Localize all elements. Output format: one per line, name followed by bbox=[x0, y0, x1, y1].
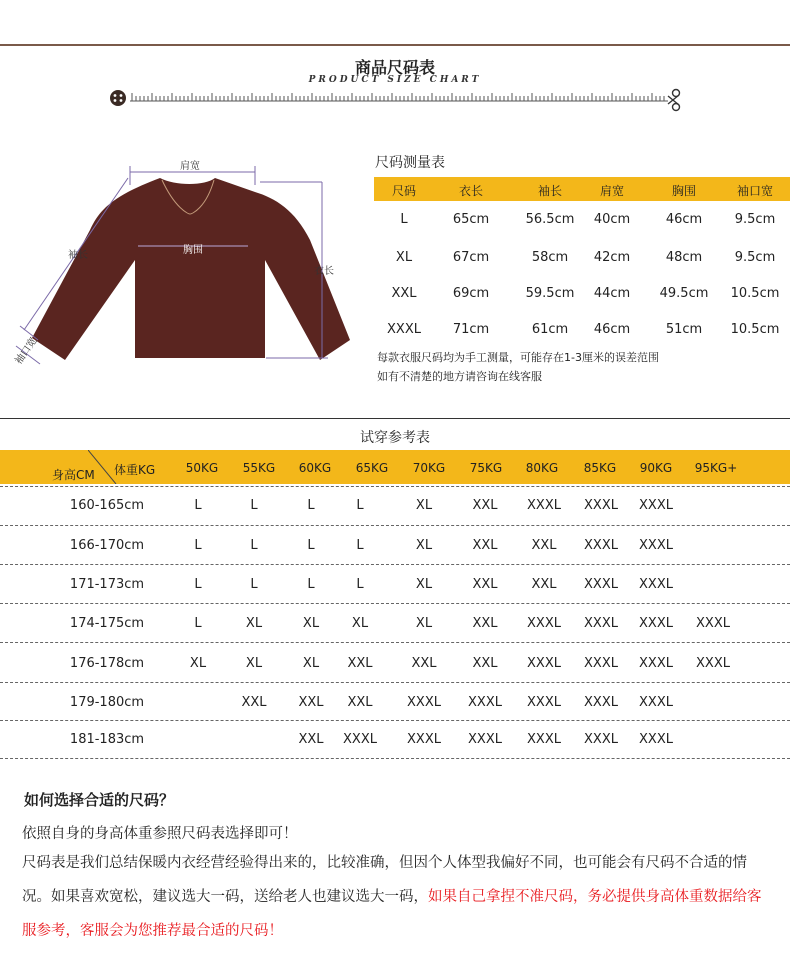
fit-weight-header: 75KG bbox=[469, 461, 503, 475]
fit-size-cell: XXL bbox=[472, 577, 498, 592]
fit-size-cell: XXL bbox=[241, 695, 267, 710]
guide-question: 如何选择合适的尺码？ bbox=[24, 791, 175, 809]
fit-size-cell: XXL bbox=[411, 656, 437, 671]
scissors-icon bbox=[668, 90, 680, 111]
guide-paragraph-normal: 尺码表是我们总结保暖内衣经营经验得出来的，比较准确，但因个人体型我偏好不同，也可能会有尺码不合适的情况。如果喜欢宽松，建议选大一码，送给老人也建议选大一码， bbox=[22, 855, 747, 905]
fit-row-height: 174-175cm bbox=[69, 616, 145, 631]
measure-cell: 46cm bbox=[593, 322, 631, 337]
fit-size-cell: XXXL bbox=[584, 538, 618, 553]
fit-size-cell: XXXL bbox=[639, 538, 673, 553]
fit-size-cell: XL bbox=[189, 656, 207, 671]
fit-corner-height: 身高CM bbox=[52, 468, 95, 482]
fit-weight-header: 50KG bbox=[185, 461, 219, 475]
fit-row-divider bbox=[0, 564, 790, 565]
fit-weight-header: 95KG+ bbox=[694, 461, 738, 475]
fit-size-cell: L bbox=[356, 498, 364, 513]
measure-cell: 9.5cm bbox=[734, 250, 776, 265]
measure-cell: 9.5cm bbox=[734, 212, 776, 227]
measure-header-cell: 袖口宽 bbox=[736, 184, 774, 198]
fit-weight-header: 60KG bbox=[298, 461, 332, 475]
ruler-graphic bbox=[100, 86, 690, 114]
fit-weight-header: 70KG bbox=[412, 461, 446, 475]
fit-row-height: 171-173cm bbox=[69, 577, 145, 592]
measure-cell: XXL bbox=[391, 286, 417, 301]
label-sleeve: 袖长 bbox=[68, 250, 88, 261]
measure-cell: 10.5cm bbox=[730, 286, 780, 301]
fit-row-height: 181-183cm bbox=[69, 732, 145, 747]
label-length: 衣长 bbox=[314, 266, 334, 277]
fit-size-cell: XXXL bbox=[584, 498, 618, 513]
sweater-shape bbox=[32, 178, 350, 360]
fit-size-cell: XXXL bbox=[527, 498, 561, 513]
fit-size-cell: XXL bbox=[531, 538, 557, 553]
fit-size-cell: XL bbox=[245, 656, 263, 671]
measure-cell: 10.5cm bbox=[730, 322, 780, 337]
fit-size-cell: L bbox=[194, 538, 202, 553]
page-subtitle: PRODUCT SIZE CHART bbox=[308, 75, 482, 85]
fit-size-cell: L bbox=[250, 577, 258, 592]
fit-size-cell: XL bbox=[415, 498, 433, 513]
mid-divider bbox=[0, 418, 790, 419]
fit-size-cell: XXXL bbox=[639, 616, 673, 631]
measure-cell: 69cm bbox=[452, 286, 490, 301]
fit-size-cell: XXXL bbox=[639, 577, 673, 592]
fit-size-cell: L bbox=[307, 538, 315, 553]
fit-size-cell: XL bbox=[415, 538, 433, 553]
measure-cell: 71cm bbox=[452, 322, 490, 337]
fit-size-cell: XXXL bbox=[527, 616, 561, 631]
fit-size-cell: L bbox=[250, 498, 258, 513]
measure-cell: 51cm bbox=[665, 322, 703, 337]
garment-illustration bbox=[10, 150, 365, 385]
fit-size-cell: XL bbox=[415, 577, 433, 592]
measure-title: 尺码测量表 bbox=[375, 155, 445, 171]
fit-size-cell: XXXL bbox=[527, 732, 561, 747]
measure-cell: 56.5cm bbox=[525, 212, 575, 227]
fit-size-cell: XXXL bbox=[639, 732, 673, 747]
fit-row-divider bbox=[0, 642, 790, 643]
fit-size-cell: XXXL bbox=[468, 695, 502, 710]
fit-row-divider bbox=[0, 603, 790, 604]
guide-paragraph bbox=[22, 846, 772, 948]
measure-cell: 46cm bbox=[665, 212, 703, 227]
measure-header-cell: 衣长 bbox=[458, 184, 484, 198]
fit-weight-header: 65KG bbox=[355, 461, 389, 475]
fit-size-cell: XXXL bbox=[527, 695, 561, 710]
measure-cell: 40cm bbox=[593, 212, 631, 227]
fit-size-cell: XXXL bbox=[639, 498, 673, 513]
fit-size-cell: XXXL bbox=[407, 732, 441, 747]
measure-cell: XXXL bbox=[387, 322, 421, 337]
fit-size-cell: XXL bbox=[472, 656, 498, 671]
fit-size-cell: XL bbox=[415, 616, 433, 631]
measure-cell: 58cm bbox=[531, 250, 569, 265]
label-shoulder: 肩宽 bbox=[180, 161, 200, 172]
fit-row-divider bbox=[0, 486, 790, 487]
fit-size-cell: XXL bbox=[472, 498, 498, 513]
measure-cell: L bbox=[400, 212, 408, 227]
button-icon bbox=[110, 90, 126, 106]
fit-size-cell: L bbox=[356, 538, 364, 553]
fit-row-height: 179-180cm bbox=[69, 695, 145, 710]
fit-size-cell: L bbox=[250, 538, 258, 553]
measure-cell: 48cm bbox=[665, 250, 703, 265]
fit-size-cell: XL bbox=[351, 616, 369, 631]
label-cuff: 袖口宽 bbox=[13, 335, 40, 367]
fit-size-cell: L bbox=[307, 577, 315, 592]
measure-header-cell: 袖长 bbox=[537, 184, 563, 198]
fit-row-height: 166-170cm bbox=[69, 538, 145, 553]
measure-cell: 42cm bbox=[593, 250, 631, 265]
fit-size-cell: XXXL bbox=[343, 732, 377, 747]
fit-size-cell: XL bbox=[302, 616, 320, 631]
fit-weight-header: 90KG bbox=[639, 461, 673, 475]
fit-size-cell: XXL bbox=[347, 695, 373, 710]
fit-size-cell: XXXL bbox=[696, 656, 730, 671]
measure-cell: 59.5cm bbox=[525, 286, 575, 301]
fit-size-cell: XXXL bbox=[584, 732, 618, 747]
measure-cell: 61cm bbox=[531, 322, 569, 337]
measure-cell: 67cm bbox=[452, 250, 490, 265]
fit-weight-header: 55KG bbox=[242, 461, 276, 475]
guide-paragraph-highlight: 如果自己拿捏不准尺码，务必提供身高体重数据给客服参考，客服会为您推荐最合适的尺码！ bbox=[22, 889, 762, 939]
measure-header-cell: 尺码 bbox=[391, 184, 417, 198]
fit-size-cell: XXXL bbox=[639, 656, 673, 671]
fit-row-divider bbox=[0, 525, 790, 526]
fit-size-cell: XXXL bbox=[584, 656, 618, 671]
fit-size-cell: XXXL bbox=[639, 695, 673, 710]
fit-size-cell: XXXL bbox=[527, 656, 561, 671]
fit-size-cell: L bbox=[194, 616, 202, 631]
measure-cell: 49.5cm bbox=[659, 286, 709, 301]
fit-row-divider bbox=[0, 758, 790, 759]
fit-size-cell: XL bbox=[245, 616, 263, 631]
fit-size-cell: XXXL bbox=[584, 695, 618, 710]
page-title: 商品尺码表 bbox=[354, 58, 435, 77]
fit-row-divider bbox=[0, 720, 790, 721]
fit-corner-weight: 体重KG bbox=[114, 463, 156, 477]
measure-note-2: 如有不清楚的地方请咨询在线客服 bbox=[377, 370, 542, 383]
fit-size-cell: XXL bbox=[472, 538, 498, 553]
fit-size-cell: XXXL bbox=[584, 577, 618, 592]
fit-size-cell: XL bbox=[302, 656, 320, 671]
fit-size-cell: XXL bbox=[298, 695, 324, 710]
fit-size-cell: XXXL bbox=[407, 695, 441, 710]
fit-row-height: 176-178cm bbox=[69, 656, 145, 671]
fit-size-cell: XXL bbox=[472, 616, 498, 631]
measure-cell: 65cm bbox=[452, 212, 490, 227]
guide-line-1: 依照自身的身高体重参照尺码表选择即可！ bbox=[22, 826, 298, 842]
fit-weight-header: 85KG bbox=[583, 461, 617, 475]
fit-size-cell: L bbox=[194, 577, 202, 592]
fit-title: 试穿参考表 bbox=[360, 430, 430, 446]
measure-note-1: 每款衣服尺码均为手工测量，可能存在1-3厘米的误差范围 bbox=[377, 351, 659, 364]
fit-size-cell: L bbox=[356, 577, 364, 592]
fit-size-cell: XXXL bbox=[696, 616, 730, 631]
fit-size-cell: XXXL bbox=[584, 616, 618, 631]
fit-size-cell: XXL bbox=[298, 732, 324, 747]
fit-size-cell: XXXL bbox=[468, 732, 502, 747]
measure-cell: XL bbox=[395, 250, 413, 265]
measure-cell: 44cm bbox=[593, 286, 631, 301]
measure-header-cell: 肩宽 bbox=[599, 184, 625, 198]
fit-weight-header: 80KG bbox=[525, 461, 559, 475]
top-divider bbox=[0, 44, 790, 46]
fit-size-cell: L bbox=[307, 498, 315, 513]
fit-row-divider bbox=[0, 682, 790, 683]
measure-header-cell: 胸围 bbox=[671, 184, 697, 198]
fit-size-cell: XXL bbox=[347, 656, 373, 671]
measure-header-bar bbox=[374, 177, 790, 201]
fit-size-cell: XXL bbox=[531, 577, 557, 592]
fit-size-cell: L bbox=[194, 498, 202, 513]
fit-row-height: 160-165cm bbox=[69, 498, 145, 513]
label-chest: 胸围 bbox=[183, 245, 203, 256]
